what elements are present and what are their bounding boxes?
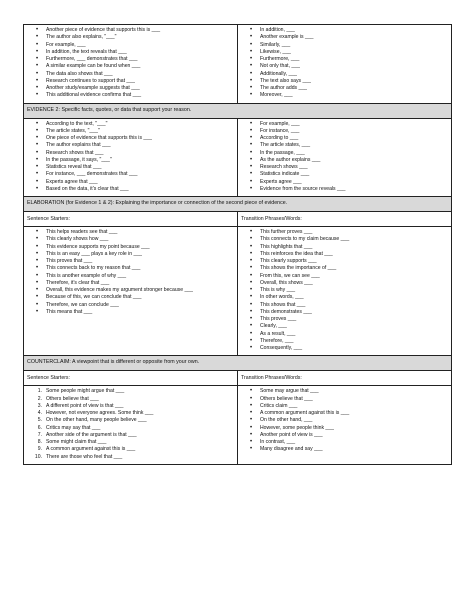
elaboration-left-title: Sentence Starters:	[24, 212, 238, 227]
list-item	[238, 34, 451, 41]
list-number: 5.	[37, 417, 42, 424]
list-item	[238, 280, 451, 287]
list-item	[238, 128, 451, 135]
list-item-text: Based on the data, it's clear that ___	[46, 185, 129, 192]
list-item-text: The author explains that ___	[46, 142, 111, 149]
list-item-text: However, not everyone agrees. Some think ___	[46, 410, 154, 416]
list-item	[24, 273, 237, 280]
list-item-text: In addition, ___	[260, 27, 295, 33]
list-item-text: This shows that ___	[260, 301, 306, 308]
list-item	[238, 417, 451, 424]
list-item	[24, 388, 237, 395]
evidence2-header: EVIDENCE 2: Specific facts, quotes, or data that support your reason.	[24, 103, 452, 118]
list-number: 7.	[37, 431, 42, 438]
list-item-text: A similar example can be found when ___	[46, 63, 141, 70]
list-item	[24, 265, 237, 272]
list-number: 6.	[37, 424, 42, 431]
list-item	[238, 265, 451, 272]
list-item-text: The author also explains, "___"	[46, 34, 117, 41]
list-item	[238, 121, 451, 128]
list-item	[238, 78, 451, 85]
list-item	[238, 316, 451, 323]
list-item-text: Another side of the argument is that ___	[46, 431, 137, 438]
list-item	[238, 309, 451, 316]
list-item	[24, 85, 237, 92]
list-item	[238, 71, 451, 78]
list-item	[238, 302, 451, 309]
list-item-text: Clearly, ___	[260, 323, 287, 330]
list-item	[24, 71, 237, 78]
elaboration-header: ELABORATION (for Evidence 1 & 2): Explaining the importance or connection of the second piece of evidence.	[24, 197, 452, 212]
evidence2-right-cell	[238, 118, 452, 197]
list-item-text: This helps readers see that ___	[46, 229, 118, 235]
list-item	[24, 236, 237, 243]
list-item-text: This means that ___	[46, 308, 93, 315]
list-item-text: Consequently, ___	[260, 345, 303, 351]
list-item-text: Furthermore, ___ demonstrates that ___	[46, 56, 138, 62]
list-item	[238, 56, 451, 63]
list-item-text: This shows the importance of ___	[260, 265, 337, 272]
list-item	[238, 244, 451, 251]
list-item	[24, 417, 237, 424]
list-item	[24, 425, 237, 432]
list-item	[24, 454, 237, 461]
top-left-list	[24, 25, 237, 103]
list-number: 3.	[37, 402, 42, 409]
list-item	[238, 294, 451, 301]
list-item	[238, 331, 451, 338]
list-item	[238, 157, 451, 164]
evidence2-left-cell	[24, 118, 238, 197]
list-item-text: Another piece of evidence that supports this is ___	[46, 27, 161, 33]
list-item-text: Not only that, ___	[260, 63, 300, 70]
list-item	[24, 396, 237, 403]
list-item-text: Therefore, it's clear that ___	[46, 279, 110, 286]
list-item	[24, 63, 237, 70]
list-item-text: Overall, this evidence makes my argument stronger because ___	[46, 287, 193, 293]
list-item-text: This is why ___	[260, 287, 296, 293]
list-item-text: Some may argue that ___	[260, 388, 319, 395]
list-item-text: In the passage, ___	[260, 149, 305, 156]
list-item	[24, 142, 237, 149]
list-item-text: Another study/example suggests that ___	[46, 85, 140, 91]
list-item	[24, 179, 237, 186]
list-item	[238, 150, 451, 157]
top-right-cell	[238, 25, 452, 104]
list-item-text: Experts agree that ___	[46, 178, 98, 185]
list-item	[238, 63, 451, 70]
list-item-text: Overall, this shows ___	[260, 279, 313, 286]
list-item	[238, 432, 451, 439]
list-item-text: Therefore, we can conclude ___	[46, 301, 119, 308]
list-item	[24, 309, 237, 316]
list-item-text: Moreover, ___	[260, 92, 293, 99]
list-item	[238, 251, 451, 258]
list-item-text: Statistics reveal that ___	[46, 164, 102, 170]
list-item-text: Some might claim that ___	[46, 439, 107, 445]
list-item	[238, 287, 451, 294]
list-number: 1.	[37, 388, 42, 395]
list-item-text: Another point of view is ___	[260, 431, 323, 438]
worksheet-page	[23, 24, 449, 465]
list-item-text: For instance, ___	[260, 127, 300, 134]
list-item-text: Others believe that ___	[46, 395, 99, 402]
evidence2-left-list	[24, 119, 237, 197]
elaboration-right-list	[238, 227, 451, 355]
list-item-text: Some people might argue that ___	[46, 388, 125, 395]
list-item-text: Many disagree and say ___	[260, 446, 323, 453]
list-item-text: Similarly, ___	[260, 41, 291, 48]
list-item-text: This clearly shows how ___	[46, 236, 109, 243]
list-item-text: Therefore, ___	[260, 337, 294, 344]
list-item	[238, 396, 451, 403]
list-item	[24, 229, 237, 236]
list-item-text: In contrast, ___	[260, 439, 296, 445]
list-item	[24, 410, 237, 417]
list-item-text: On the other hand, many people believe ___	[46, 417, 147, 424]
list-item-text: Critics claim ___	[260, 402, 298, 409]
list-item	[238, 388, 451, 395]
list-item	[24, 287, 237, 294]
list-item	[238, 142, 451, 149]
list-item-text: Another example is ___	[260, 34, 314, 41]
list-item	[24, 439, 237, 446]
list-item-text: A different point of view is that ___	[46, 402, 124, 409]
list-number: 8.	[37, 439, 42, 445]
list-item-text: Evidence from the source reveals ___	[260, 185, 346, 192]
list-item	[238, 179, 451, 186]
list-item	[24, 157, 237, 164]
list-item-text: According to ___	[260, 135, 299, 141]
list-item-text: This demonstrates ___	[260, 308, 312, 315]
list-item	[238, 42, 451, 49]
counterclaim-right-title: Transition Phrases/Words:	[238, 371, 452, 386]
top-right-list	[238, 25, 451, 103]
counterclaim-left-list	[24, 386, 237, 464]
list-item	[238, 338, 451, 345]
list-item-text: Experts agree ___	[260, 178, 302, 185]
elaboration-right-cell	[238, 227, 452, 356]
list-item-text: Research continues to support that ___	[46, 77, 135, 84]
counterclaim-right-cell	[238, 386, 452, 465]
list-item-text: For instance, ___ demonstrates that ___	[46, 171, 138, 178]
list-item	[238, 403, 451, 410]
list-item-text: This is an easy ___ plays a key role in ___	[46, 250, 142, 257]
list-item	[238, 27, 451, 34]
list-item	[238, 171, 451, 178]
counterclaim-left-cell	[24, 386, 238, 465]
top-left-cell	[24, 25, 238, 104]
elaboration-left-cell	[24, 227, 238, 356]
list-item-text: Because of this, we can conclude that ___	[46, 294, 142, 301]
list-item-text: One piece of evidence that supports this is ___	[46, 135, 152, 141]
list-item-text: This proves ___	[260, 316, 297, 322]
list-item-text: This further proves ___	[260, 229, 313, 235]
evidence2-right-list	[238, 119, 451, 197]
list-item-text: Statistics indicate ___	[260, 171, 310, 178]
list-item	[238, 258, 451, 265]
list-item	[238, 323, 451, 330]
list-item-text: This connects back to my reason that ___	[46, 265, 141, 272]
list-item-text: This reinforces the idea that ___	[260, 250, 333, 257]
list-item	[24, 164, 237, 171]
list-item	[24, 42, 237, 49]
list-item	[238, 425, 451, 432]
counterclaim-right-list	[238, 386, 451, 456]
list-item-text: This evidence supports my point because ___	[46, 243, 150, 250]
list-item-text: In addition, the text reveals that ___	[46, 48, 127, 55]
list-item-text: Research shows ___	[260, 164, 308, 170]
list-item-text: The data also shows that ___	[46, 70, 113, 77]
list-item	[238, 345, 451, 352]
list-item	[238, 236, 451, 243]
list-item	[238, 410, 451, 417]
list-item	[238, 186, 451, 193]
list-item	[24, 280, 237, 287]
list-item	[24, 403, 237, 410]
list-item	[238, 446, 451, 453]
list-item	[24, 34, 237, 41]
list-item	[24, 258, 237, 265]
list-item	[24, 135, 237, 142]
list-item	[238, 273, 451, 280]
elaboration-right-title: Transition Phrases/Words:	[238, 212, 452, 227]
list-item-text: However, some people think ___	[260, 424, 334, 431]
list-item	[24, 244, 237, 251]
list-item-text: As a result, ___	[260, 330, 296, 337]
list-item-text: On the other hand, ___	[260, 417, 313, 424]
list-item	[24, 150, 237, 157]
list-item	[238, 164, 451, 171]
list-item	[24, 78, 237, 85]
list-item-text: This clearly supports ___	[260, 258, 317, 264]
list-item-text: In other words, ___	[260, 294, 304, 301]
elaboration-left-list	[24, 227, 237, 319]
list-item-text: According to the text, "___"	[46, 120, 108, 127]
list-item-text: Others believe that ___	[260, 395, 313, 402]
list-item-text: A common argument against this is ___	[260, 410, 350, 416]
list-item-text: For example, ___	[46, 41, 86, 48]
list-item-text: From this, we can see ___	[260, 272, 320, 279]
list-item-text: This additional evidence confirms that ___	[46, 92, 142, 99]
list-item-text: Critics may say that ___	[46, 424, 101, 431]
list-item-text: In the passage, it says, "___"	[46, 156, 112, 163]
list-item-text: The author adds ___	[260, 85, 308, 91]
list-item	[238, 135, 451, 142]
list-number: 10.	[34, 453, 42, 460]
list-item-text: This is another example of why ___	[46, 272, 127, 279]
list-item	[24, 432, 237, 439]
list-item	[24, 49, 237, 56]
list-item-text: The article states, "___"	[46, 127, 100, 134]
list-item	[24, 294, 237, 301]
list-item	[24, 251, 237, 258]
list-item-text: Research shows that ___	[46, 149, 104, 156]
list-item-text: As the author explains ___	[260, 156, 321, 163]
list-number: 4.	[37, 410, 42, 416]
list-item	[24, 27, 237, 34]
list-item	[24, 92, 237, 99]
list-item-text: A common argument against this is ___	[46, 446, 136, 453]
list-item	[24, 121, 237, 128]
list-item-text: Furthermore, ___	[260, 56, 300, 62]
list-item	[238, 49, 451, 56]
list-item-text: Likewise, ___	[260, 48, 291, 55]
list-item	[24, 171, 237, 178]
list-item	[238, 229, 451, 236]
list-item-text: Additionally, ___	[260, 70, 298, 77]
list-item	[24, 56, 237, 63]
list-item	[24, 302, 237, 309]
list-item-text: This proves that ___	[46, 258, 93, 264]
list-number: 9.	[37, 446, 42, 453]
list-item	[24, 186, 237, 193]
list-item	[238, 439, 451, 446]
list-number: 2.	[37, 395, 42, 402]
list-item-text: This highlights that ___	[260, 243, 313, 250]
list-item-text: The article states, ___	[260, 142, 311, 149]
list-item	[238, 92, 451, 99]
list-item-text: This connects to my claim because ___	[260, 236, 350, 243]
list-item-text: The text also says ___	[260, 77, 311, 84]
counterclaim-left-title: Sentence Starters:	[24, 371, 238, 386]
list-item-text: For example, ___	[260, 120, 300, 127]
list-item-text: There are those who feel that ___	[46, 453, 123, 460]
list-item	[24, 128, 237, 135]
sentence-starters-table	[23, 24, 452, 465]
list-item	[24, 446, 237, 453]
list-item	[238, 85, 451, 92]
counterclaim-header: COUNTERCLAIM: A viewpoint that is different or opposite from your own.	[24, 356, 452, 371]
